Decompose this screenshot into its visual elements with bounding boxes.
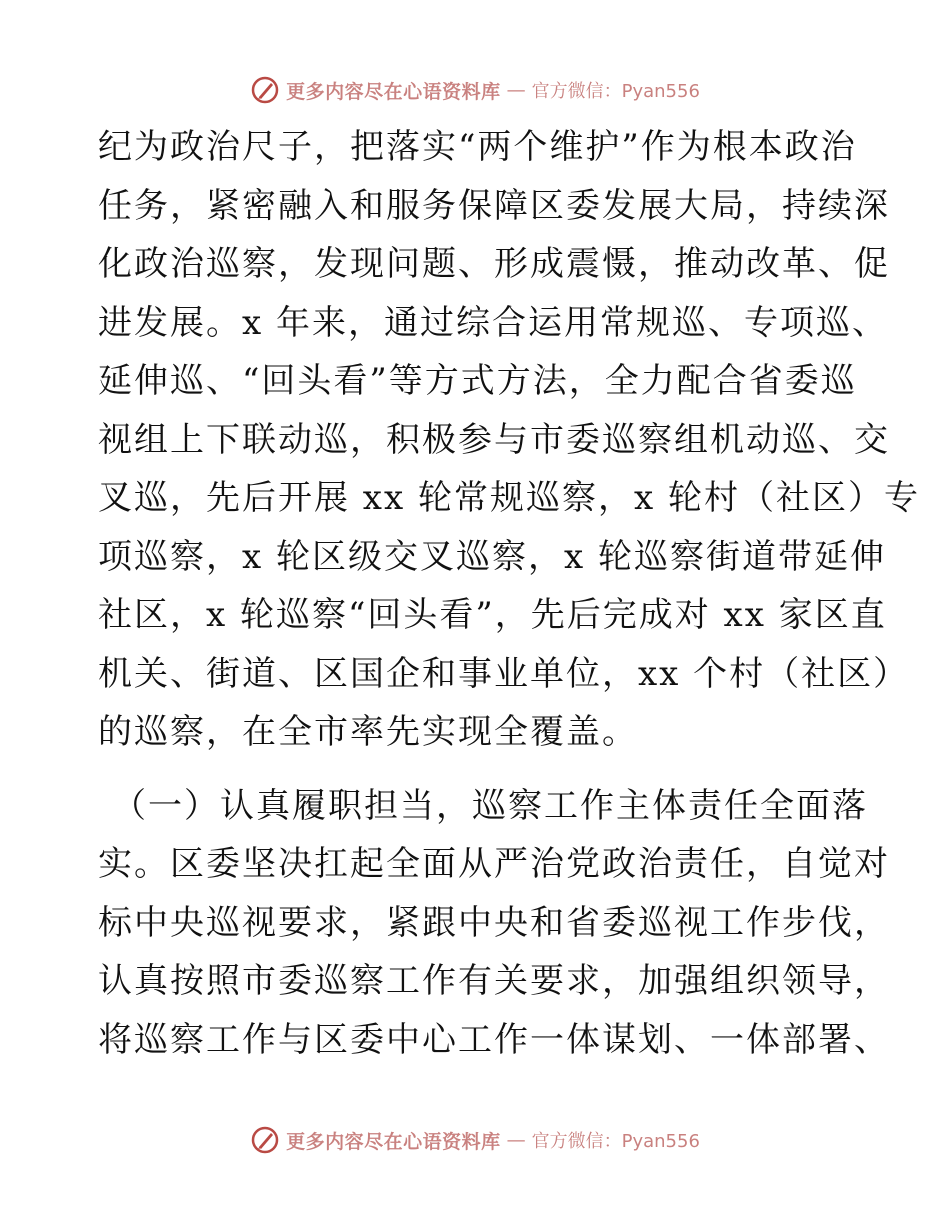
- banner-wechat-id: 官方微信：Pyan556: [531, 1131, 700, 1152]
- text-line: 认真按照市委巡察工作有关要求，加强组织领导，: [98, 961, 890, 1001]
- text-line: 的巡察，在全市率先实现全覆盖。: [98, 712, 638, 752]
- banner-separator: —: [506, 1129, 526, 1151]
- text-line: 任务，紧密融入和服务保障区委发展大局，持续深: [98, 185, 890, 226]
- banner-separator: —: [506, 79, 526, 101]
- quill-logo-icon: [250, 1125, 280, 1155]
- banner-wechat-id: 官方微信：Pyan556: [531, 81, 700, 102]
- document-body: [98, 118, 920, 1069]
- banner-title: 更多内容尽在心语资料库: [286, 1130, 501, 1153]
- text-line: 机关、街道、区国企和事业单位，xx 个村（社区）: [98, 653, 910, 694]
- text-line: 化政治巡察，发现问题、形成震慑，推动改革、促: [98, 244, 890, 284]
- paragraph-1: [98, 118, 920, 762]
- text-line: 延伸巡、“回头看”等方式方法，全力配合省委巡: [98, 361, 857, 401]
- text-line: 纪为政治尺子，把落实“两个维护”作为根本政治: [98, 127, 857, 167]
- banner-title: 更多内容尽在心语资料库: [286, 80, 501, 103]
- text-line: 项巡察，x 轮区级交叉巡察，x 轮巡察街道带延伸: [98, 536, 886, 577]
- text-line: 将巡察工作与区委中心工作一体谋划、一体部署、: [98, 1019, 890, 1060]
- header-banner: [0, 72, 950, 108]
- text-line: 叉巡，先后开展 xx 轮常规巡察，x 轮村（社区）专: [98, 478, 920, 518]
- text-line: 社区，x 轮巡察“回头看”，先后完成对 xx 家区直: [98, 595, 887, 635]
- paragraph-gap: [98, 762, 858, 777]
- text-line: 实。区委坚决扛起全面从严治党政治责任，自觉对: [98, 844, 890, 884]
- section-heading-line: （一）认真履职担当，巡察工作主体责任全面落: [112, 785, 868, 826]
- text-line: 标中央巡视要求，紧跟中央和省委巡视工作步伐，: [98, 902, 890, 943]
- quill-logo-icon: [250, 75, 280, 105]
- paragraph-2: [98, 777, 890, 1070]
- text-line: 进发展。x 年来，通过综合运用常规巡、专项巡、: [98, 302, 888, 343]
- text-line: 视组上下联动巡，积极参与市委巡察组机动巡、交: [98, 419, 890, 460]
- footer-banner: [0, 1122, 950, 1158]
